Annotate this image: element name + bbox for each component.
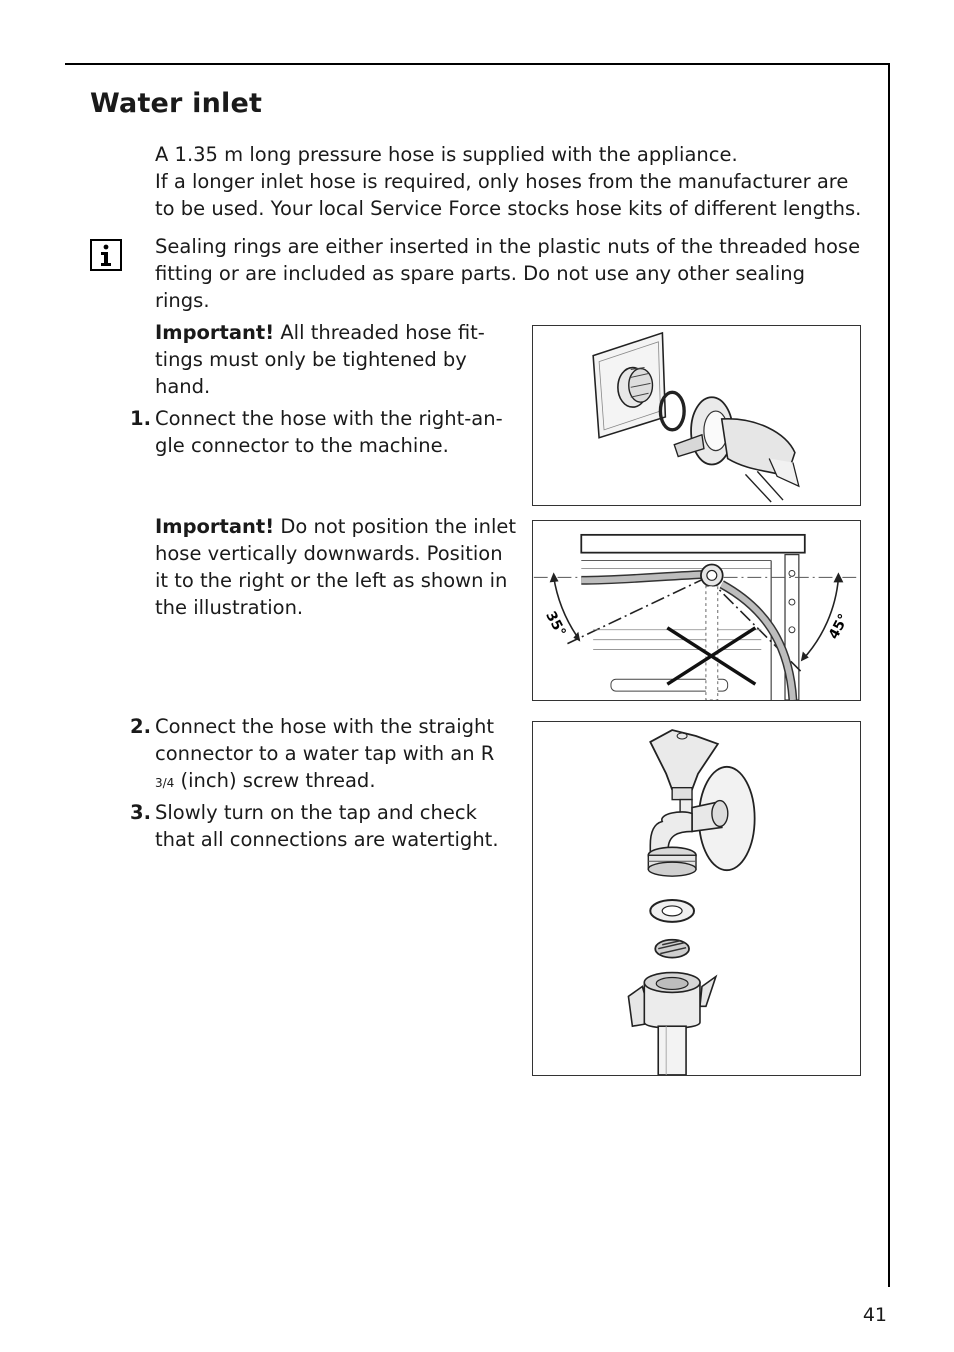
intro-line: If a longer inlet hose is required, only hoses from the manufacturer are	[155, 170, 849, 193]
step-text: Slowly turn on the tap and check	[155, 801, 477, 824]
right-rule	[888, 63, 890, 1287]
important-text: hose vertically downwards. Position	[155, 542, 503, 565]
page-number: 41	[862, 1304, 887, 1326]
figure-hose-machine-connection	[532, 325, 861, 506]
info-line: rings.	[155, 289, 210, 312]
step-text: Connect the hose with the right-an-	[155, 407, 503, 430]
thread-fraction: 3/4	[155, 776, 175, 790]
important-text: hand.	[155, 375, 211, 398]
page-title: Water inlet	[90, 88, 263, 119]
important-text: All threaded hose fit-	[274, 321, 485, 344]
info-line: Sealing rings are either inserted in the plastic nuts of the threaded hose	[155, 235, 861, 258]
important-text: it to the right or the left as shown in	[155, 569, 508, 592]
water-tap-illustration	[533, 722, 860, 1075]
info-icon	[90, 239, 122, 271]
important-label: Important!	[155, 515, 275, 538]
step-text: (inch) screw thread.	[174, 769, 376, 792]
hose-angle-illustration	[533, 521, 860, 700]
important-text: tings must only be tightened by	[155, 348, 467, 371]
step-number: 3.	[130, 801, 151, 824]
angle-right-label: 45°	[825, 611, 853, 643]
step-number: 2.	[130, 715, 151, 738]
important-label: Important!	[155, 321, 275, 344]
hose-connection-illustration	[533, 326, 860, 505]
step-text: that all connections are watertight.	[155, 828, 499, 851]
intro-line: to be used. Your local Service Force stocks hose kits of different lengths.	[155, 197, 862, 220]
important-text: Do not position the inlet	[274, 515, 517, 538]
figure-hose-angle	[532, 520, 861, 701]
figure-water-tap-connection	[532, 721, 861, 1076]
info-line: fitting or are included as spare parts. Do not use any other sealing	[155, 262, 806, 285]
intro-line: A 1.35 m long pressure hose is supplied with the appliance.	[155, 143, 738, 166]
top-rule	[65, 63, 890, 65]
step-text: gle connector to the machine.	[155, 434, 449, 457]
step-number: 1.	[130, 407, 151, 430]
step-text: Connect the hose with the straight	[155, 715, 495, 738]
angle-left-label: 35°	[542, 608, 569, 640]
important-text: the illustration.	[155, 596, 304, 619]
step-text: connector to a water tap with an R	[155, 742, 495, 765]
